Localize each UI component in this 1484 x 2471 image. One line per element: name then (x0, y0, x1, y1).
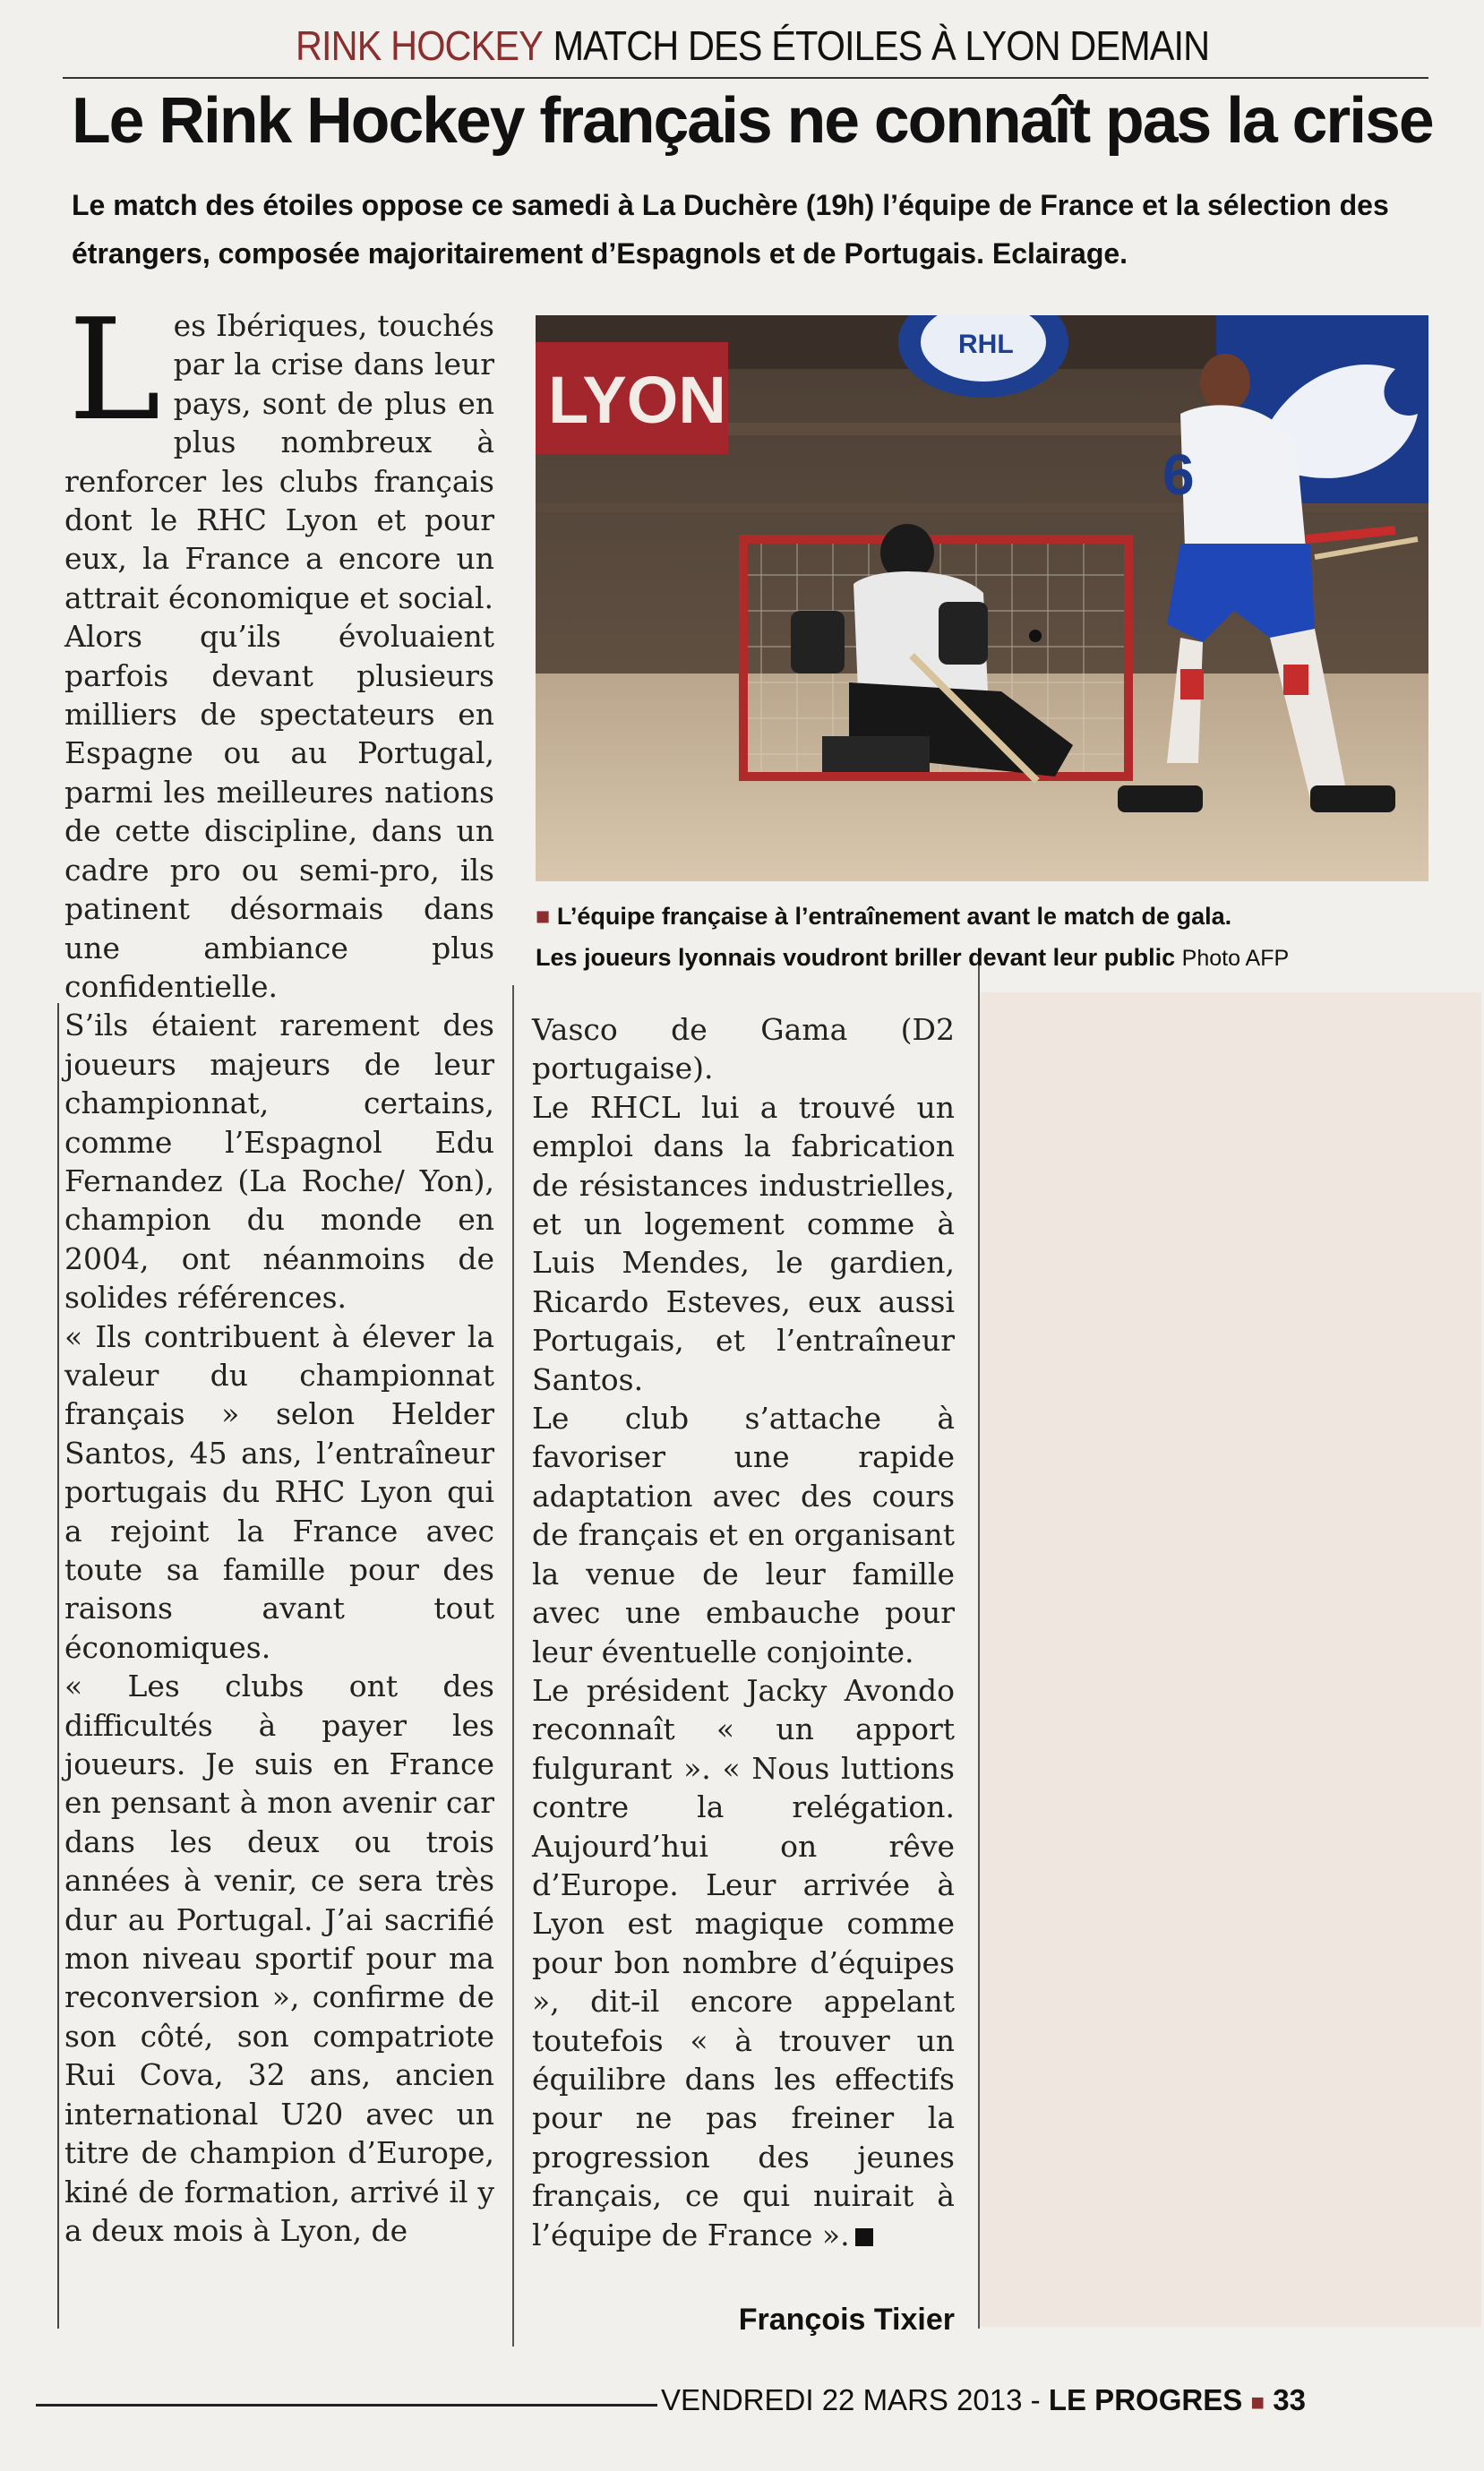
footer-dash: - (1030, 2383, 1041, 2416)
article-paragraph: Alors qu’ils évoluaient parfois devant plusieurs milliers de spectateurs en Espagne ou au Portugal, parmi les meilleures nations de cette discipline, dans un cadre pro ou semi-pro, ils patinent désormais dans une ambiance plus confidentielle. (64, 619, 494, 1004)
article-paragraph: S’ils étaient rarement des joueurs majeurs de leur championnat, certains, comme l’Espagnol Edu Fernandez (La Roche/ Yon), champion du monde en 2004, ont néanmoins de solides références. (64, 1008, 494, 1316)
column-rule-left (57, 1003, 59, 2329)
article-paragraph: Le club s’attache à favoriser une rapide adaptation avec des cours de français et en organisant la venue de leur famille avec une embauche pour leur éventuelle conjointe. (532, 1401, 955, 1669)
rubric-topic: MATCH DES ÉTOILES À LYON DEMAIN (553, 22, 1210, 69)
article-deck: Le match des étoiles oppose ce samedi à La Duchère (19h) l’équipe de France et la sélection des étrangers, composée majoritairement d’Espagnols et de Portugais. Eclairage. (72, 189, 1389, 270)
rubric-category: RINK HOCKEY (296, 22, 543, 69)
ball (1029, 630, 1042, 642)
caption-marker-icon: ■ (536, 903, 551, 930)
footer-date: VENDREDI 22 MARS 2013 (661, 2383, 1023, 2416)
section-rubric (296, 18, 1210, 73)
newspaper-name: LE PROGRES (1048, 2383, 1243, 2416)
article-paragraph: « Les clubs ont des difficultés à payer les joueurs. Je suis en France en pensant à mon avenir car dans les deux ou trois années à venir, ce sera très dur au Portugal. J’ai sacrifié mon niveau sportif pour ma reconversion », confirme de son côté, son compatriote Rui Cova, 32 ans, ancien international U20 avec un titre de champion d’Europe, kiné de formation, arrivé il y a deux mois à Lyon, de (64, 1669, 494, 2248)
lyon-banner (536, 342, 728, 454)
page-number: 33 (1273, 2383, 1306, 2416)
photo-credit: Photo AFP (1181, 946, 1290, 971)
article-column-1 (64, 288, 494, 2321)
page-footer (661, 2375, 1306, 2425)
article-paragraph: Le RHCL lui a trouvé un emploi dans la fabrication de résistances industrielles, et un logement comme à Luis Mendes, le gardien, Ricardo Esteves, eux aussi Portugais, et l’entraîneur Santos. (532, 1089, 955, 1397)
jersey-number: 6 (1162, 442, 1195, 507)
caption-line-1: ■ L’équipe française à l’entraînement avant le match de gala. (536, 903, 1232, 930)
article-paragraph: Vasco de Gama (D2 portugaise). (532, 1012, 955, 1086)
article-paragraph: Le président Jacky Avondo reconnaît « un apport fulgurant ». « Nous luttions contre la relégation. Aujourd’hui on rêve d’Europe. Leur arrivée à Lyon est magique comme pour bon nombre d’équipes », dit-il encore appelant toutefois « à trouver un équilibre dans les effectifs pour ne pas freiner la progression des jeunes français, ce qui nuirait à l’équipe de France ». (532, 1672, 955, 2252)
masked-area (980, 992, 1481, 2327)
author-signature: François Tixier (738, 2303, 955, 2337)
end-of-article-icon (855, 2228, 873, 2246)
article-paragraph: Les Ibériques, touchés par la crise dans leur pays, sont de plus en plus nombreux à renforcer les clubs français dont le RHC Lyon et pour eux, la France a encore un attrait économique et social. (64, 288, 494, 615)
article-photo (536, 315, 1428, 881)
column-rule-middle (512, 985, 514, 2347)
footer-rule (36, 2404, 657, 2407)
drop-cap: L (68, 288, 161, 451)
article-paragraph: « Ils contribuent à élever la valeur du championnat français » selon Helder Santos, 45 ans, l’entraîneur portugais du RHC Lyon qui a rejoint la France avec toute sa famille pour des raisons avant tout économiques. (64, 1318, 494, 1665)
rink-hockey-photo (536, 315, 1428, 881)
photo-caption (536, 896, 1431, 979)
banner-text: LYON (548, 363, 726, 437)
caption-line-2: Les joueurs lyonnais voudront briller devant leur public Photo AFP (536, 944, 1290, 971)
header-rule (63, 77, 1428, 79)
footer-square-icon: ■ (1250, 2389, 1265, 2415)
article-column-2 (532, 1010, 955, 2318)
article-headline: Le Rink Hockey français ne connaît pas la crise (72, 85, 1433, 157)
bleed-through-right (1218, 18, 1478, 72)
logo-text: RHL (958, 330, 1014, 359)
